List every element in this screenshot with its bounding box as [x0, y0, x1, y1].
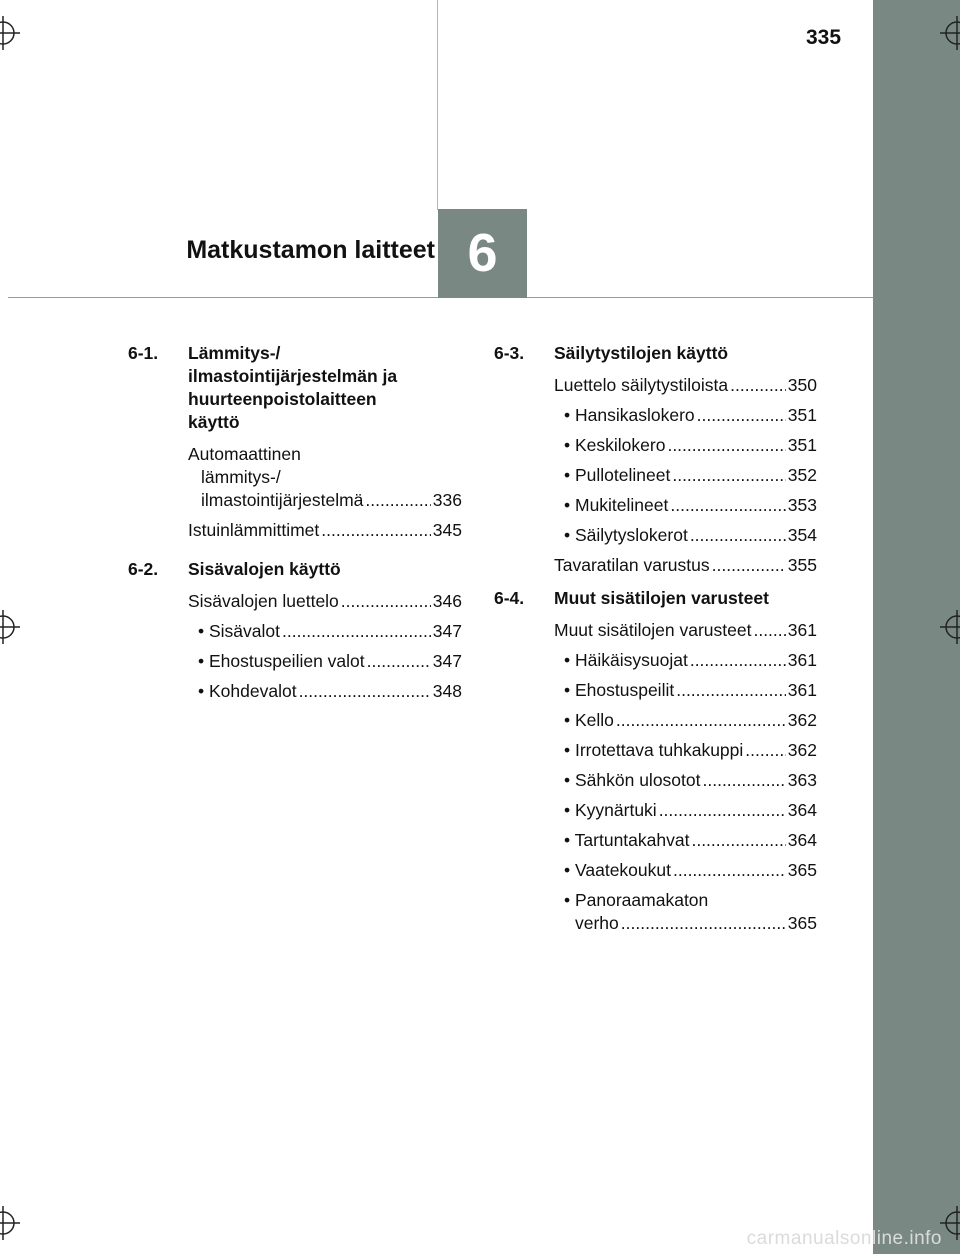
- dot-leader: [690, 524, 786, 547]
- toc-entry[interactable]: [188, 519, 462, 542]
- section-title-line: Lämmitys-/: [188, 343, 281, 363]
- toc-entry-text: • Ehostuspeilit: [564, 680, 675, 700]
- section-title-line: huurteenpoistolaitteen: [188, 389, 377, 409]
- toc-entry-text: • Pullotelineet: [564, 465, 671, 485]
- page-number: 335: [806, 26, 842, 49]
- toc-page-number: 361: [787, 620, 817, 640]
- toc-entry-text: Istuinlämmittimet: [188, 520, 320, 540]
- chapter-number-box: 6: [438, 209, 527, 298]
- toc-entry[interactable]: [564, 404, 817, 427]
- section-title-line: käyttö: [188, 412, 240, 432]
- toc-page-number: 365: [787, 860, 817, 880]
- registration-mark-icon: [0, 16, 20, 50]
- toc-page-number: 351: [787, 435, 817, 455]
- registration-mark-icon: [940, 610, 960, 644]
- dot-leader: [670, 494, 785, 517]
- dot-leader: [676, 679, 786, 702]
- toc-entry[interactable]: [198, 620, 462, 643]
- dot-leader: [621, 912, 786, 935]
- toc-page-number: 354: [787, 525, 817, 545]
- section-number: 6-4.: [494, 588, 525, 608]
- section-heading-6-2[interactable]: [128, 558, 462, 581]
- toc-page-number: 353: [787, 495, 817, 515]
- dot-leader: [616, 709, 786, 732]
- toc-page-number: 361: [787, 650, 817, 670]
- toc-entry-text: • Mukitelineet: [564, 495, 669, 515]
- toc-right-column: [494, 342, 817, 942]
- registration-mark-icon: [0, 610, 20, 644]
- section-title-line: Sisävalojen käyttö: [188, 559, 341, 579]
- dot-leader: [672, 464, 785, 487]
- dot-leader: [667, 434, 785, 457]
- dot-leader: [712, 554, 786, 577]
- toc-entry[interactable]: [564, 679, 817, 702]
- toc-entry[interactable]: [188, 590, 462, 613]
- toc-entry-text: • Tartuntakahvat: [564, 830, 690, 850]
- toc-entry-text: Luettelo säilytystiloista: [554, 375, 729, 395]
- toc-entry[interactable]: [564, 709, 817, 732]
- toc-entry[interactable]: [564, 769, 817, 792]
- toc-page-number: 362: [787, 740, 817, 760]
- toc-page-number: 346: [432, 591, 462, 611]
- toc-entry-text: • Säilytyslokerot: [564, 525, 688, 545]
- toc-entry[interactable]: [554, 619, 817, 642]
- dot-leader: [367, 650, 431, 673]
- dot-leader: [697, 404, 786, 427]
- toc-entry-text: • Sähkön ulosotot: [564, 770, 701, 790]
- dot-leader: [730, 374, 786, 397]
- toc-page-number: 347: [432, 651, 462, 671]
- toc-page-number: 350: [787, 375, 817, 395]
- section-heading-6-3[interactable]: [494, 342, 817, 365]
- dot-leader: [282, 620, 431, 643]
- section-title-line: Säilytystilojen käyttö: [554, 343, 729, 363]
- toc-page-number: 352: [787, 465, 817, 485]
- toc-entry-text: lämmitys-/: [201, 467, 281, 487]
- toc-page-number: 363: [787, 770, 817, 790]
- toc-page-number: 355: [787, 555, 817, 575]
- toc-page-number: 364: [787, 800, 817, 820]
- toc-entry[interactable]: [564, 524, 817, 547]
- toc-entry-text: • Kello: [564, 710, 614, 730]
- toc-entry[interactable]: [564, 739, 817, 762]
- toc-entry[interactable]: [198, 680, 462, 703]
- toc-entry-text: • Keskilokero: [564, 435, 666, 455]
- toc-page-number: 351: [787, 405, 817, 425]
- toc-entry-text: • Kohdevalot: [198, 681, 297, 701]
- toc-page-number: 362: [787, 710, 817, 730]
- toc-entry-text: • Hansikaslokero: [564, 405, 695, 425]
- dot-leader: [365, 489, 430, 512]
- dot-leader: [341, 590, 431, 613]
- toc-entry[interactable]: [564, 649, 817, 672]
- toc-entry[interactable]: [564, 799, 817, 822]
- watermark: carmanualsonline.info: [746, 1228, 942, 1249]
- section-number: 6-2.: [128, 559, 159, 579]
- toc-entry[interactable]: [554, 554, 817, 577]
- toc-page-number: 348: [432, 681, 462, 701]
- section-number: 6-3.: [494, 343, 525, 363]
- toc-entry-text: • Irrotettava tuhkakuppi: [564, 740, 744, 760]
- dot-leader: [659, 799, 786, 822]
- chapter-title: Matkustamon laitteet: [186, 236, 435, 264]
- toc-entry[interactable]: [188, 443, 462, 512]
- toc-entry[interactable]: [564, 829, 817, 852]
- section-title-line: ilmastointijärjestelmän ja: [188, 366, 398, 386]
- toc-entry-text: • Häikäisysuojat: [564, 650, 688, 670]
- toc-entry[interactable]: [564, 859, 817, 882]
- toc-entry[interactable]: [564, 434, 817, 457]
- section-heading-6-1[interactable]: [128, 342, 462, 434]
- dot-leader: [690, 649, 786, 672]
- toc-entry-text: Tavaratilan varustus: [554, 555, 710, 575]
- toc-entry-text: • Kyynärtuki: [564, 800, 657, 820]
- toc-entry-text: • Vaatekoukut: [564, 860, 671, 880]
- toc-page-number: 365: [787, 913, 817, 933]
- dot-leader: [745, 739, 786, 762]
- dot-leader: [321, 519, 431, 542]
- section-heading-6-4[interactable]: [494, 587, 817, 610]
- toc-entry-text: • Panoraamakaton: [564, 890, 709, 910]
- toc-entry-text: • Sisävalot: [198, 621, 280, 641]
- registration-mark-icon: [0, 1206, 20, 1240]
- toc-entry-text: verho: [575, 913, 619, 933]
- toc-page-number: 347: [432, 621, 462, 641]
- toc-entry[interactable]: [554, 374, 817, 397]
- toc-left-column: [128, 342, 462, 710]
- dot-leader: [753, 619, 785, 642]
- toc-entry[interactable]: [564, 889, 817, 935]
- registration-mark-icon: [940, 16, 960, 50]
- toc-entry[interactable]: [564, 494, 817, 517]
- toc-page-number: 364: [787, 830, 817, 850]
- toc-page-number: 361: [787, 680, 817, 700]
- header-divider-vertical: [437, 0, 438, 210]
- toc-entry-text: ilmastointijärjestelmä: [201, 490, 364, 510]
- dot-leader: [673, 859, 786, 882]
- dot-leader: [299, 680, 431, 703]
- registration-mark-icon: [940, 1206, 960, 1240]
- toc-entry-text: Muut sisätilojen varusteet: [554, 620, 752, 640]
- dot-leader: [691, 829, 785, 852]
- toc-entry[interactable]: [198, 650, 462, 673]
- section-title-line: Muut sisätilojen varusteet: [554, 588, 769, 608]
- toc-page-number: 345: [432, 520, 462, 540]
- toc-page-number: 336: [432, 490, 462, 510]
- toc-entry-text: Sisävalojen luettelo: [188, 591, 339, 611]
- toc-entry-text: • Ehostuspeilien valot: [198, 651, 365, 671]
- toc-entry-text: Automaattinen: [188, 444, 301, 464]
- toc-entry[interactable]: [564, 464, 817, 487]
- dot-leader: [703, 769, 786, 792]
- section-number: 6-1.: [128, 343, 159, 363]
